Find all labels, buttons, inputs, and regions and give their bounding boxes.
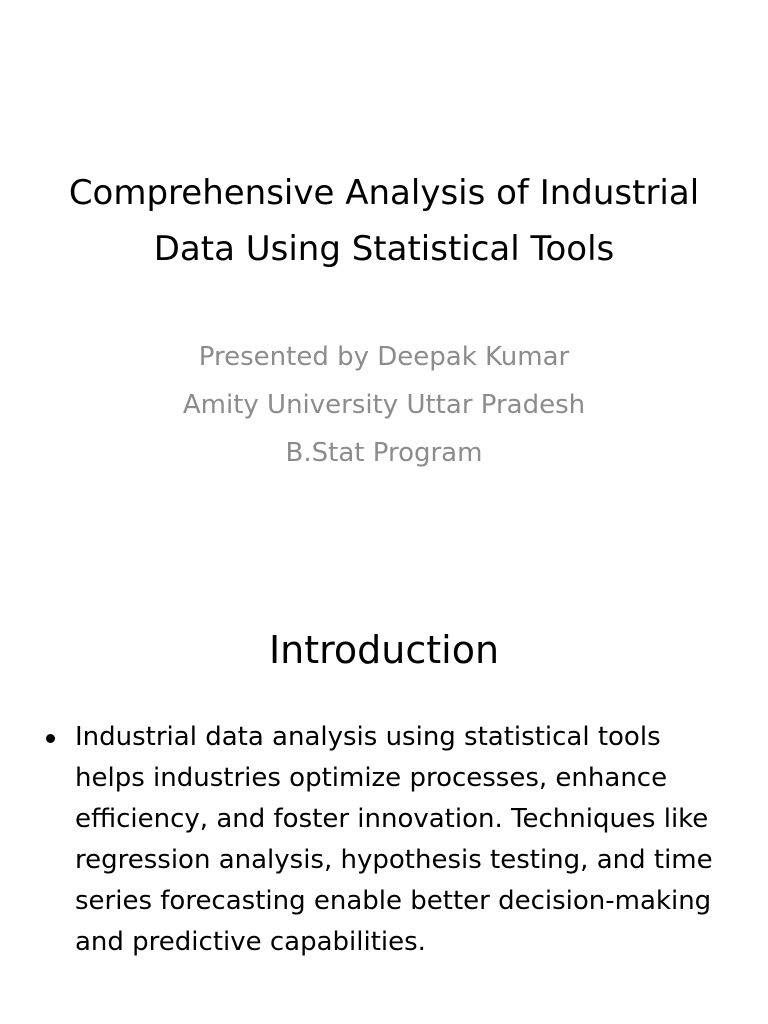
introduction-slide [0,512,768,1024]
bullet-list [40,717,720,963]
program-line: B.Stat Program [285,438,483,468]
introduction-heading: Introduction [268,628,500,672]
subtitle-block [60,333,708,477]
presenter-line: Presented by Deepak Kumar [198,342,570,372]
bullet-text: Industrial data analysis using statistical tools helps industries optimize processes, enhance efficiency, and foster innovation. Techniques like regression analysis, hypothesis testing, and time series forecasting enable better decision-making and predictive capabilities. [75,722,713,957]
university-line: Amity University Uttar Pradesh [182,390,586,420]
bullet-item [40,717,720,963]
presentation-title: Comprehensive Analysis of Industrial Data Using Statistical Tools [68,173,700,269]
bullet-icon [46,734,55,743]
